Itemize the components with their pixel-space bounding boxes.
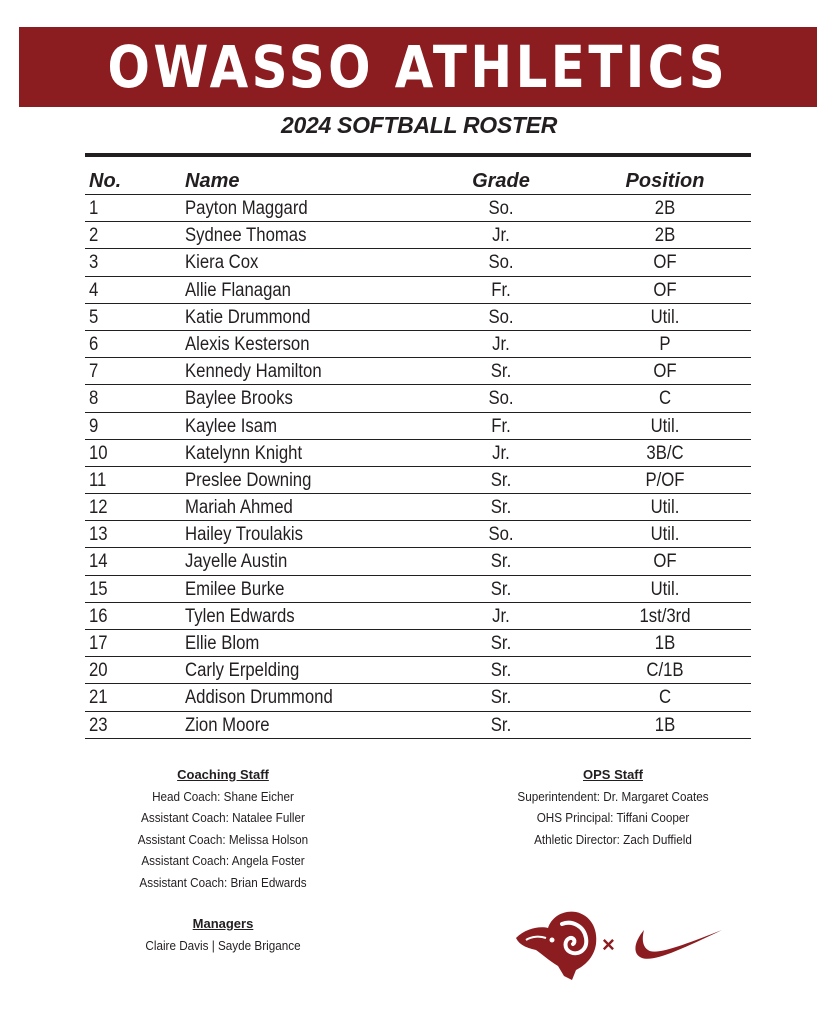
player-grade: So. xyxy=(488,198,514,219)
player-grade: Jr. xyxy=(492,333,510,355)
player-grade: Jr. xyxy=(492,442,510,464)
roster-table xyxy=(85,166,751,739)
coaching-staff-heading: Coaching Staff xyxy=(177,767,269,782)
managers-line: Claire Davis | Sayde Brigance xyxy=(145,937,301,953)
managers xyxy=(118,913,328,956)
table-row xyxy=(85,576,751,603)
player-position: C/1B xyxy=(646,660,684,682)
player-name: Zion Moore xyxy=(185,714,270,736)
header-divider xyxy=(85,153,751,157)
player-position: P xyxy=(659,333,671,355)
table-row xyxy=(85,467,751,494)
player-grade: Sr. xyxy=(490,714,512,736)
staff-line: Superintendent: Dr. Margaret Coates xyxy=(517,788,709,804)
player-grade: Sr. xyxy=(490,551,512,573)
player-grade: Jr. xyxy=(492,605,510,627)
player-number: 5 xyxy=(89,306,99,328)
managers-heading: Managers xyxy=(192,916,254,931)
player-name: Kennedy Hamilton xyxy=(185,361,322,383)
player-grade: Sr. xyxy=(490,687,512,709)
player-position: Util. xyxy=(650,497,680,519)
player-name: Carly Erpelding xyxy=(185,660,300,682)
player-grade: Sr. xyxy=(490,469,512,491)
table-row xyxy=(85,222,751,249)
player-position: Util. xyxy=(650,306,680,328)
staff-line: Assistant Coach: Brian Edwards xyxy=(139,874,307,890)
roster-body xyxy=(85,195,751,739)
player-name: Emilee Burke xyxy=(185,578,285,600)
table-row xyxy=(85,277,751,304)
player-name: Katie Drummond xyxy=(185,306,311,328)
table-row xyxy=(85,304,751,331)
ram-head-icon xyxy=(512,906,600,982)
player-number: 20 xyxy=(89,660,108,682)
player-name: Kaylee Isam xyxy=(185,415,278,437)
staff-line: Assistant Coach: Natalee Fuller xyxy=(141,810,305,825)
player-number: 21 xyxy=(89,687,108,709)
table-row xyxy=(85,712,751,739)
player-number: 3 xyxy=(89,252,99,274)
logo-area xyxy=(512,906,724,982)
ops-staff xyxy=(488,764,738,850)
player-position: Util. xyxy=(650,524,680,546)
column-header-no: No. xyxy=(89,170,122,192)
table-row xyxy=(85,413,751,440)
staff-line: Head Coach: Shane Eicher xyxy=(152,788,294,804)
player-name: Katelynn Knight xyxy=(185,442,303,464)
player-name: Preslee Downing xyxy=(185,469,312,491)
table-row xyxy=(85,249,751,276)
player-grade: Sr. xyxy=(490,660,512,682)
player-name: Kiera Cox xyxy=(185,252,259,274)
player-number: 1 xyxy=(89,198,99,219)
player-number: 11 xyxy=(89,469,107,491)
table-row xyxy=(85,494,751,521)
player-name: Addison Drummond xyxy=(185,687,333,709)
player-number: 7 xyxy=(89,361,99,383)
player-number: 10 xyxy=(89,442,108,464)
player-name: Alexis Kesterson xyxy=(185,333,310,355)
player-position: OF xyxy=(653,279,677,301)
coaching-staff xyxy=(118,764,328,893)
player-name: Jayelle Austin xyxy=(185,551,288,573)
player-grade: So. xyxy=(488,388,514,410)
player-name: Payton Maggard xyxy=(185,198,308,219)
player-number: 9 xyxy=(89,415,99,437)
table-row xyxy=(85,684,751,711)
player-name: Baylee Brooks xyxy=(185,388,293,410)
column-header-grade: Grade xyxy=(472,170,530,192)
player-number: 17 xyxy=(89,633,108,654)
table-row xyxy=(85,385,751,412)
player-position: Util. xyxy=(650,415,680,437)
player-number: 8 xyxy=(89,388,99,410)
player-grade: Sr. xyxy=(490,361,512,383)
player-position: OF xyxy=(653,361,677,383)
staff-line: Assistant Coach: Melissa Holson xyxy=(137,831,309,847)
player-name: Allie Flanagan xyxy=(185,279,291,301)
player-name: Tylen Edwards xyxy=(185,605,295,627)
player-position: OF xyxy=(653,551,677,573)
table-row xyxy=(85,358,751,385)
player-number: 6 xyxy=(89,333,99,355)
staff-line: Assistant Coach: Angela Foster xyxy=(141,853,305,868)
player-position: Util. xyxy=(650,578,680,600)
player-number: 16 xyxy=(89,605,108,627)
player-position: 3B/C xyxy=(646,442,684,464)
player-name: Mariah Ahmed xyxy=(185,497,293,519)
staff-line: Athletic Director: Zach Duffield xyxy=(534,831,692,847)
player-position: P/OF xyxy=(645,469,685,491)
player-number: 13 xyxy=(89,524,108,546)
player-name: Hailey Troulakis xyxy=(185,524,304,546)
player-name: Sydnee Thomas xyxy=(185,225,307,247)
player-grade: Jr. xyxy=(492,225,510,247)
player-position: 2B xyxy=(654,198,676,219)
table-row xyxy=(85,195,751,222)
staff-line: OHS Principal: Tiffani Cooper xyxy=(536,810,690,825)
player-position: 1st/3rd xyxy=(639,605,691,627)
player-grade: Fr. xyxy=(491,279,511,301)
ops-staff-heading: OPS Staff xyxy=(583,767,643,782)
table-header-row xyxy=(85,166,751,195)
player-position: 1B xyxy=(654,714,676,736)
player-number: 15 xyxy=(89,578,108,600)
player-grade: Fr. xyxy=(491,415,511,437)
player-number: 12 xyxy=(89,497,108,519)
table-row xyxy=(85,440,751,467)
player-position: C xyxy=(658,388,672,410)
swoosh-icon xyxy=(630,924,724,964)
table-row xyxy=(85,548,751,575)
player-grade: Sr. xyxy=(490,578,512,600)
player-number: 4 xyxy=(89,279,99,301)
page-title: OWASSO ATHLETICS xyxy=(107,33,729,101)
player-position: 1B xyxy=(654,633,676,654)
separator-mark: × xyxy=(602,932,615,957)
table-row xyxy=(85,521,751,548)
player-grade: So. xyxy=(488,306,514,328)
player-number: 23 xyxy=(89,714,108,736)
player-name: Ellie Blom xyxy=(185,633,260,654)
table-row xyxy=(85,657,751,684)
player-position: C xyxy=(658,687,672,709)
table-row xyxy=(85,630,751,657)
column-header-position: Position xyxy=(625,170,705,192)
table-row xyxy=(85,603,751,630)
player-number: 14 xyxy=(89,551,108,573)
header-banner xyxy=(19,27,817,107)
player-grade: So. xyxy=(488,524,514,546)
player-grade: Sr. xyxy=(490,497,512,519)
table-row xyxy=(85,331,751,358)
player-grade: Sr. xyxy=(490,633,512,654)
player-position: 2B xyxy=(654,225,676,247)
player-number: 2 xyxy=(89,225,99,247)
roster-subtitle: 2024 SOFTBALL ROSTER xyxy=(280,112,558,138)
player-position: OF xyxy=(653,252,677,274)
column-header-name: Name xyxy=(185,170,240,192)
player-grade: So. xyxy=(488,252,514,274)
